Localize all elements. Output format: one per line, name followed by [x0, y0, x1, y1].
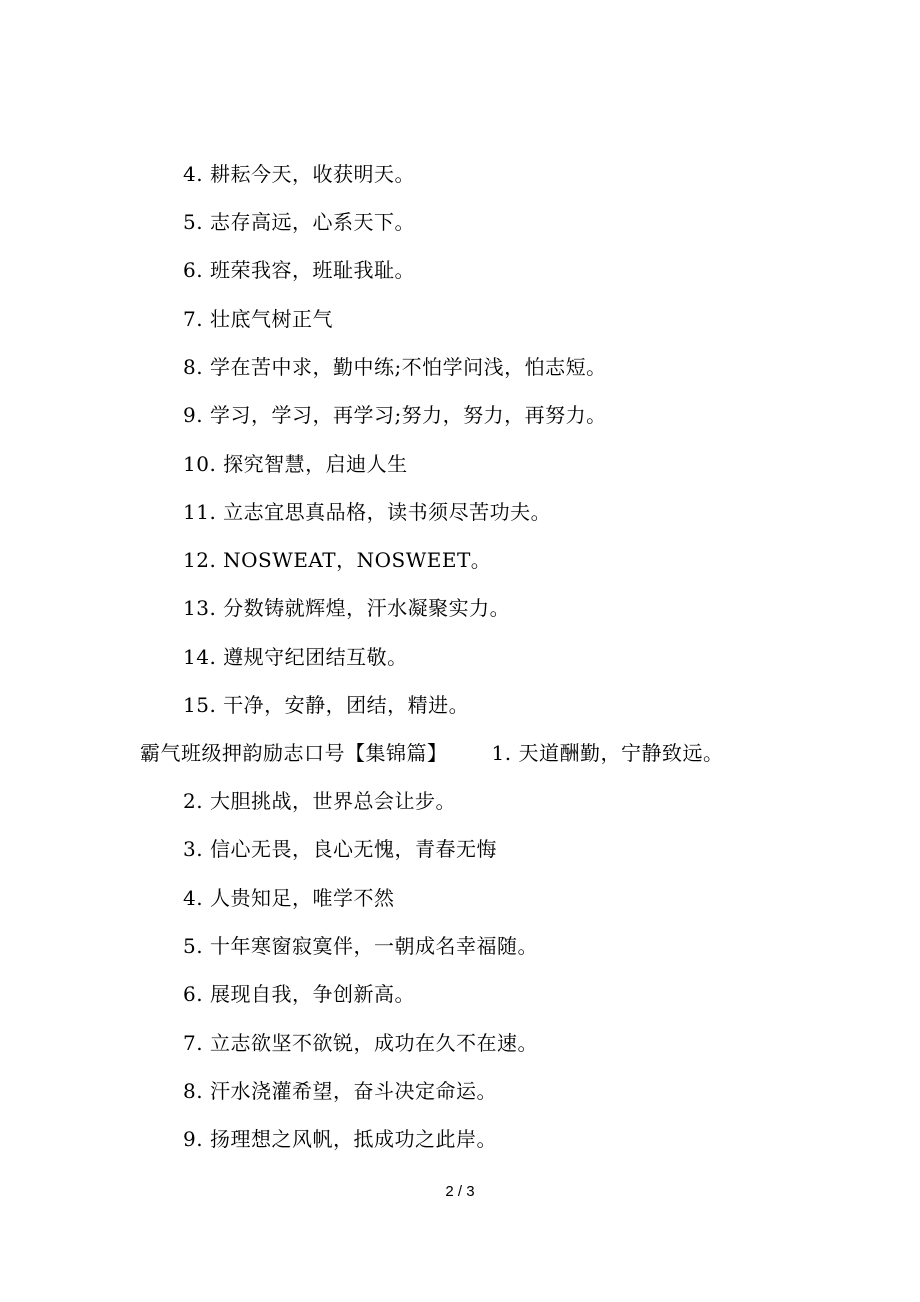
slogan-item: 9. 扬理想之风帆，抵成功之此岸。: [183, 1127, 497, 1151]
slogan-item: 4. 耕耘今天，收获明天。: [183, 162, 415, 186]
section-heading-line: [140, 739, 723, 767]
slogan-item: 9. 学习，学习，再学习;努力，努力，再努力。: [183, 403, 607, 427]
slogan-item: 12. NOSWEAT，NOSWEET。: [183, 548, 492, 572]
slogan-item: 10. 探究智慧，启迪人生: [183, 452, 408, 476]
slogan-item: 3. 信心无畏，良心无愧，青春无悔: [183, 837, 497, 861]
slogan-item: 6. 班荣我容，班耻我耻。: [183, 258, 415, 282]
slogan-item: 2. 大胆挑战，世界总会让步。: [183, 789, 456, 813]
slogan-item: 15. 干净，安静，团结，精进。: [183, 693, 470, 717]
slogan-item: 1. 天道酬勤，宁静致远。: [491, 741, 724, 765]
slogan-item: 14. 遵规守纪团结互敬。: [183, 645, 408, 669]
slogan-item: 5. 志存高远，心系天下。: [183, 210, 415, 234]
slogan-item: 11. 立志宜思真品格，读书须尽苦功夫。: [183, 500, 552, 524]
page-number: 2 / 3: [445, 1183, 475, 1200]
slogan-item: 5. 十年寒窗寂寞伴，一朝成名幸福随。: [183, 934, 538, 958]
slogan-item: 13. 分数铸就辉煌，汗水凝聚实力。: [183, 596, 511, 620]
slogan-item: 8. 学在苦中求，勤中练;不怕学问浅，怕志短。: [183, 355, 607, 379]
slogan-item: 8. 汗水浇灌希望，奋斗决定命运。: [183, 1079, 497, 1103]
slogan-item: 7. 立志欲坚不欲锐，成功在久不在速。: [183, 1031, 538, 1055]
slogan-item: 4. 人贵知足，唯学不然: [183, 886, 395, 910]
slogan-item: 6. 展现自我，争创新高。: [183, 982, 415, 1006]
section-heading: 霸气班级押韵励志口号【集锦篇】: [140, 741, 448, 765]
slogan-item: 7. 壮底气树正气: [183, 307, 333, 331]
